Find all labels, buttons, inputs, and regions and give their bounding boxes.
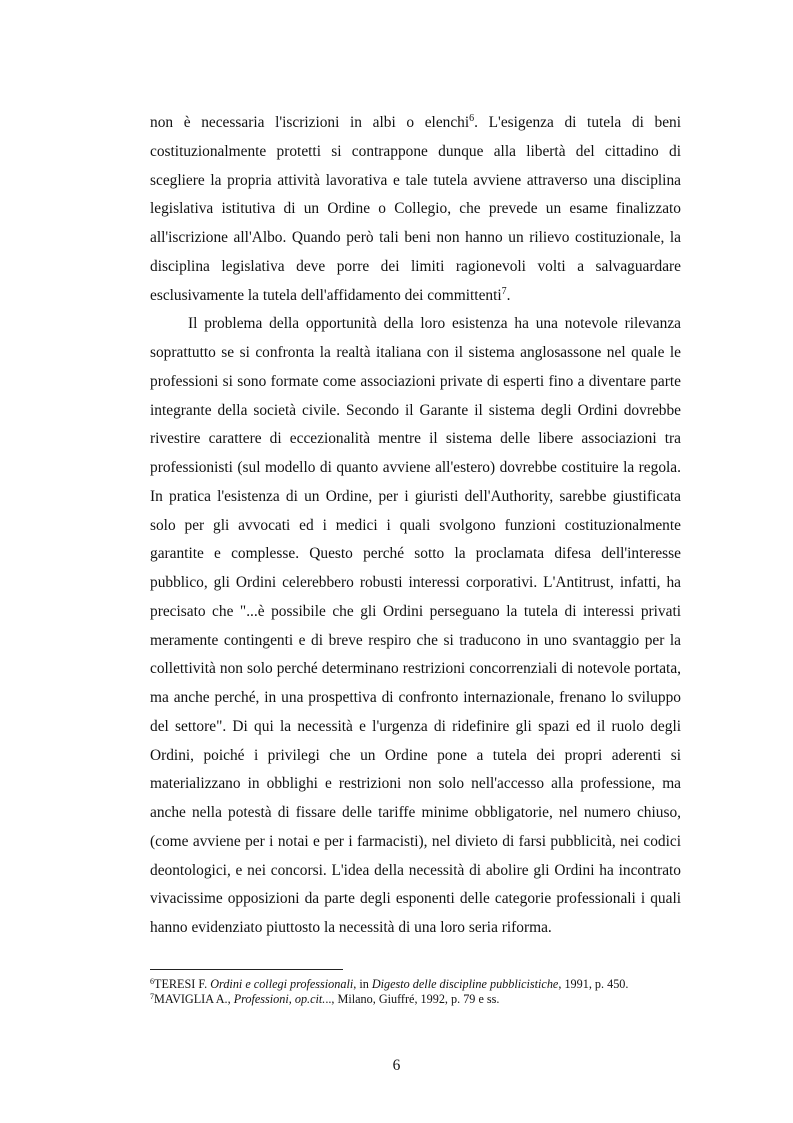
footnote-separator xyxy=(150,969,343,970)
body-text xyxy=(150,109,681,943)
paragraph-2: Il problema della opportunità della loro esistenza ha una notevole rilevanza soprattutto se si confronta la realtà italiana con il sistema anglosassone nel quale le professioni si sono formate come associazioni private di esperti fino a diventare parte integrante della società civile. Secondo il Garante il sistema degli Ordini dovrebbe rivestire carattere di eccezionalità mentre il sistema delle libere associazioni tra professionisti (sul modello di quanto avviene all'estero) dovrebbe costituire la regola. In pratica l'esistenza di un Ordine, per i giuristi dell'Authority, sarebbe giustificata solo per gli avvocati ed i medici i quali svolgono funzioni costituzionalmente garantite e complesse. Questo perché sotto la proclamata difesa dell'interesse pubblico, gli Ordini celerebbero robusti interessi corporativi. L'Antitrust, infatti, ha precisato che "...è possibile che gli Ordini perseguano la tutela di interessi privati meramente contingenti e di breve respiro che si traducono in uno svantaggio per la collettività non solo perché determinano restrizioni concorrenziali di notevole portata, ma anche perché, in una prospettiva di confronto internazionale, frenano lo sviluppo del settore". Di qui la necessità e l'urgenza di ridefinire gli spazi ed il ruolo degli Ordini, poiché i privilegi che un Ordine pone a tutela dei propri aderenti si materializzano in obblighi e restrizioni non solo nell'accesso alla professione, ma anche nella potestà di fissare delle tariffe minime obbligatorie, nel numero chiuso, (come avviene per i notai e per i farmacisti), nel divieto di farsi pubblicità, nei codici deontologici, e nei concorsi. L'idea della necessità di abolire gli Ordini ha incontrato vivacissime opposizioni da parte degli esponenti delle categorie professionali i quali hanno evidenziato piuttosto la necessità di una loro seria riforma. xyxy=(150,315,681,936)
footnote-ref-6[interactable]: 6 xyxy=(469,113,475,124)
footnote-ref-7[interactable]: 7 xyxy=(501,285,507,297)
page-number: 6 xyxy=(392,1057,401,1074)
footnote-7: $^7$MAVIGLIA A., Professioni, op.cit..., Milano, Giuffré, 1992, p. 79 e ss. xyxy=(150,992,500,1006)
footnotes xyxy=(150,977,710,1007)
paragraph-1: non è necessaria l'iscrizioni in albi o elenchi$^6$. L'esigenza di tutela di beni costituzionalmente protetti si contrappone dunque alla libertà del cittadino di scegliere la propria attività lavorativa e tale tutela avviene attraverso una disciplina legislativa istitutiva di un Ordine o Collegio, che prevede un esame finalizzato all'iscrizione all'Albo. Quando però tali beni non hanno un rilievo costituzionale, la disciplina legislativa deve porre dei limiti ragionevoli volti a salvaguardare esclusivamente la tutela dell'affidamento dei committenti$^7$. xyxy=(150,113,681,304)
footnote-6: $^6$TERESI F. Ordini e collegi professionali, in Digesto delle discipline pubblicistiche, 1991, p. 450. xyxy=(150,977,629,991)
